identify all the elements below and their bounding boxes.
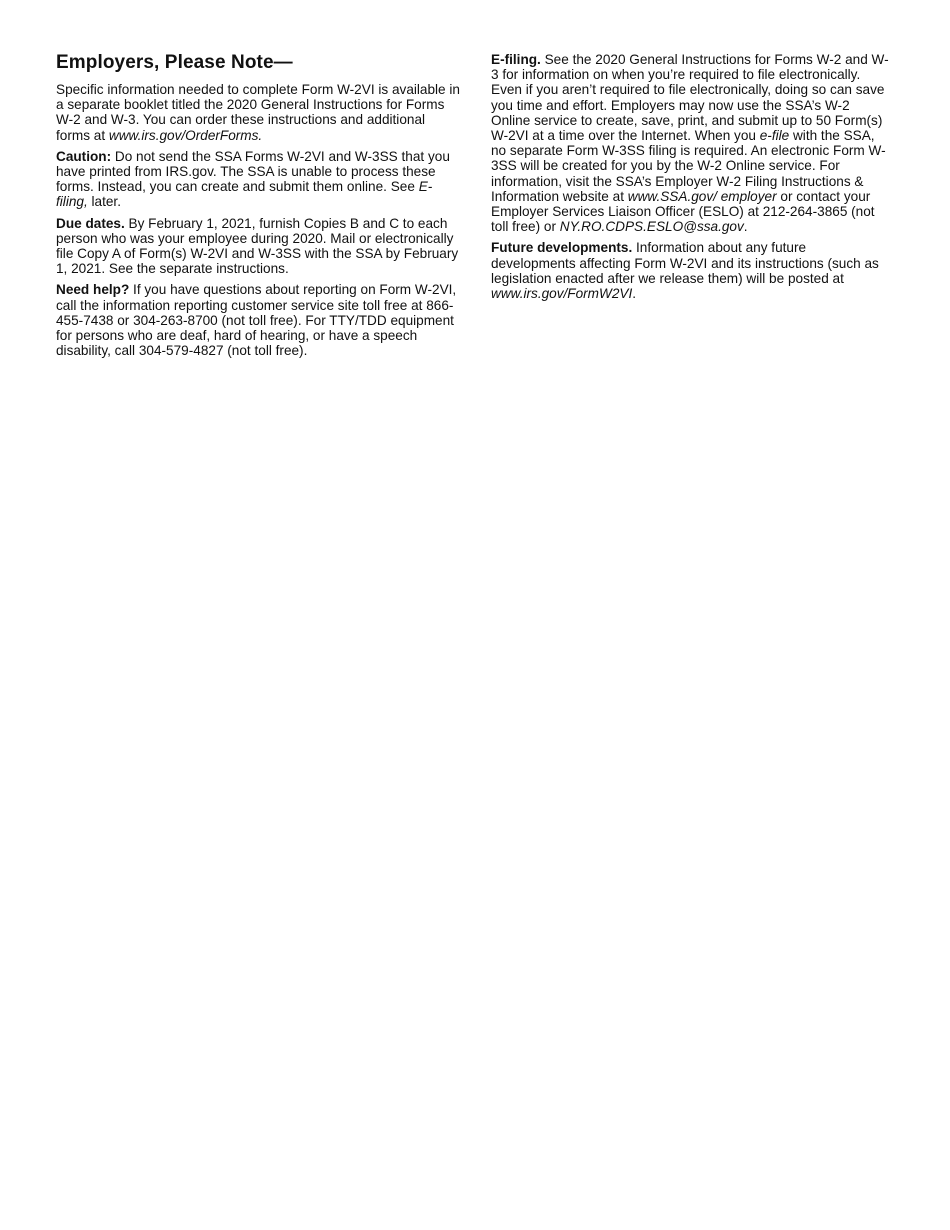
left-column [56, 52, 462, 364]
caution-text: Do not send the SSA Forms W-2VI and W-3SS that you have printed from IRS.gov. The SSA is unable to process these forms. Instead, you can create and submit them online. See [56, 148, 450, 195]
need-help-paragraph [56, 282, 462, 358]
need-help-text: If you have questions about reporting on Form W-2VI, call the information reporting customer service site toll free at 866-455-7438 or 304-263-8700 (not toll free). For TTY/TDD equipment for persons who are deaf, hard of hearing, or have a speech disability, call 304-579-4827 (not toll free). [56, 282, 457, 359]
caution-tail: later. [87, 194, 121, 210]
order-forms-link[interactable]: www.irs.gov/OrderForms. [108, 127, 263, 143]
efiling-text-1: See the 2020 General Instructions for Forms W-2 and W-3 for information on when you’re required to file electronically. Even if you aren’t required to file electronically, doing so can save you time and effort. Employers may now use the SSA’s W-2 Online service to create, save, print, and submit up to 50 Form(s) W-2VI at a time over the Internet. When you [491, 52, 889, 144]
eslo-email-link[interactable]: NY.RO.CDPS.ESLO@ssa.gov [559, 219, 744, 235]
form-w2vi-link[interactable]: www.irs.gov/FormW2VI [491, 286, 633, 302]
intro-text: Specific information needed to complete Form W-2VI is available in a separate booklet titled the 2020 General Instructions for Forms W-2 and W-3. You can order these instructions and additional forms at [56, 82, 460, 143]
due-dates-paragraph [56, 216, 462, 277]
due-dates-text: By February 1, 2021, furnish Copies B and C to each person who was your employee during 2020. Mail or electronically file Copy A of Form(s) W-2VI and W-3SS with the SSA by February 1, 2021. See the separate instructions. [56, 215, 459, 277]
intro-paragraph [56, 82, 462, 143]
caution-heading: Caution: [56, 148, 112, 164]
efiling-text-2: with the SSA, no separate Form W-3SS filing is required. An electronic Form W-3SS will be created for you by the W-2 Online service. For information, visit the SSA’s Employer W-2 Filing Instructions & Information website at [491, 128, 886, 204]
future-developments-paragraph [491, 240, 891, 301]
page-title: Employers, Please Note— [56, 52, 293, 73]
due-dates-heading: Due dates. [56, 215, 125, 231]
efiling-tail: . [743, 219, 748, 235]
future-developments-tail: . [632, 286, 637, 302]
right-column [491, 52, 891, 307]
future-developments-heading: Future developments. [491, 240, 633, 256]
need-help-heading: Need help? [56, 282, 130, 298]
caution-paragraph [56, 149, 462, 210]
efiling-paragraph [491, 52, 891, 234]
future-developments-text: Information about any future developments affecting Form W-2VI and its instructions (such as legislation enacted after we release them) will be posted at [491, 240, 879, 286]
efiling-heading: E-filing. [491, 52, 541, 67]
efiling-reference: E-filing, [56, 179, 433, 210]
efiling-text-3: or contact your Employer Services Liaison Officer (ESLO) at 212-264-3865 (not toll free) or [491, 188, 875, 235]
efile-term: e-file [759, 128, 790, 144]
ssa-employer-link[interactable]: www.SSA.gov/ employer [627, 188, 777, 204]
